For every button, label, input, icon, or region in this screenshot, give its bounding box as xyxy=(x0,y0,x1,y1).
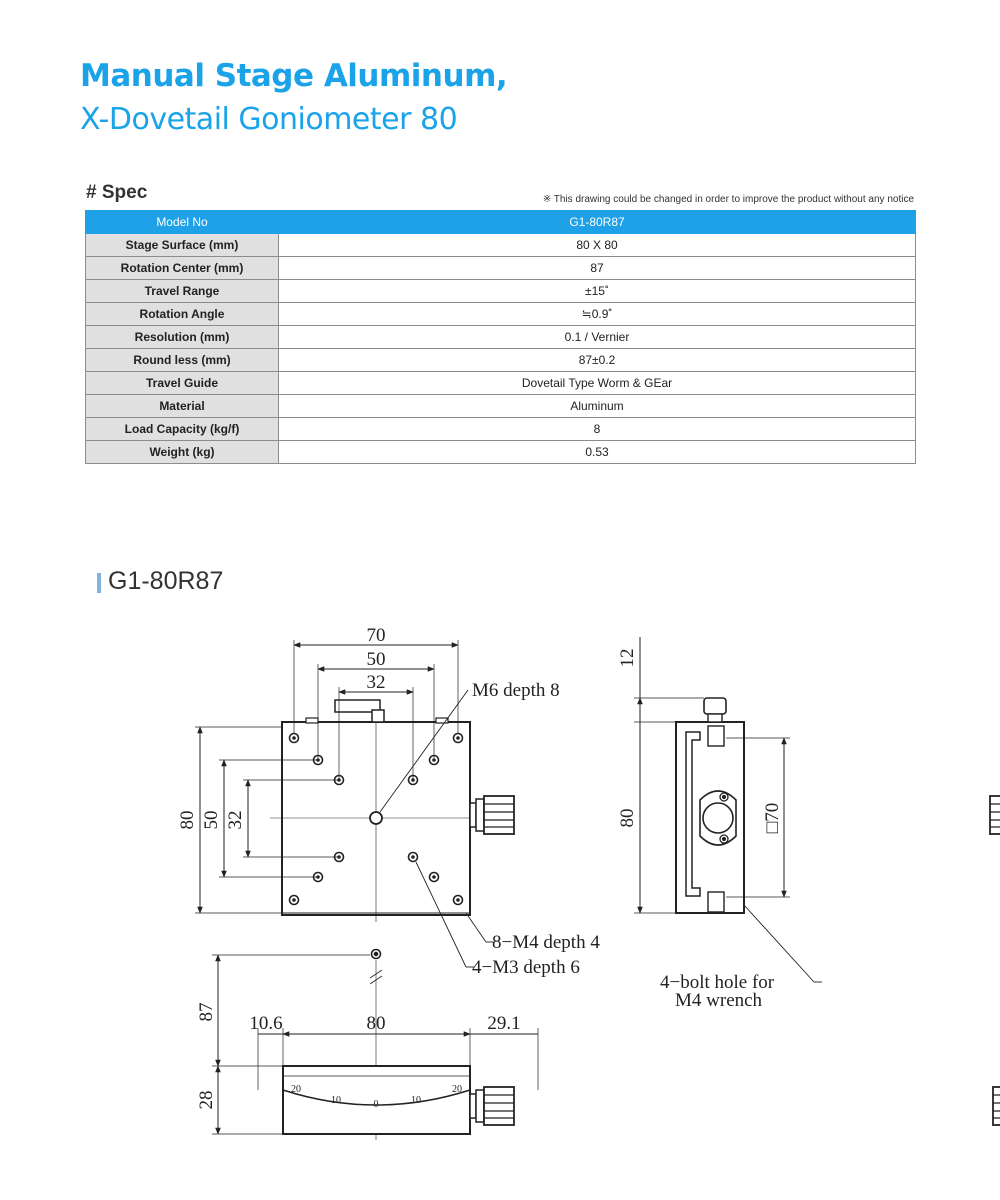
spec-key: Weight (kg) xyxy=(86,441,279,464)
drawing-notice: ※ This drawing could be changed in order to improve the product without any notice xyxy=(542,194,914,205)
spec-value: 8 xyxy=(279,418,916,441)
spec-value: 87±0.2 xyxy=(279,349,916,372)
spec-value: G1-80R87 xyxy=(279,211,916,234)
spec-key: Material xyxy=(86,395,279,418)
scale-label: 10 xyxy=(411,1095,421,1106)
spec-key: Round less (mm) xyxy=(86,349,279,372)
spec-value: 80 X 80 xyxy=(279,234,916,257)
scale-label: 20 xyxy=(452,1084,462,1095)
dim-v32: 32 xyxy=(225,810,246,830)
spec-value: Aluminum xyxy=(279,395,916,418)
spec-row xyxy=(86,441,916,464)
scale-label: 0 xyxy=(373,1099,379,1110)
technical-drawing xyxy=(0,600,1000,1160)
dim-square-70: □70 xyxy=(762,802,783,834)
spec-heading: # Spec xyxy=(86,182,148,203)
page-title-line1: Manual Stage Aluminum, xyxy=(80,58,508,94)
label-m6-depth: M6 depth 8 xyxy=(472,680,560,701)
dim-v80: 80 xyxy=(177,810,198,830)
spec-value: Dovetail Type Worm & GEar xyxy=(279,372,916,395)
label-m4-depth: 8−M4 depth 4 xyxy=(492,932,600,953)
scale-label: 10 xyxy=(331,1095,341,1106)
front-view xyxy=(212,950,1000,1141)
spec-value: 87 xyxy=(279,257,916,280)
spec-key: Travel Guide xyxy=(86,372,279,395)
spec-value: ≒0.9˚ xyxy=(279,303,916,326)
side-view xyxy=(634,637,822,982)
spec-key: Stage Surface (mm) xyxy=(86,234,279,257)
page-title-line2: X-Dovetail Goniometer 80 xyxy=(80,102,458,137)
top-view xyxy=(195,640,1000,967)
spec-key: Travel Range xyxy=(86,280,279,303)
scale-label: 20 xyxy=(291,1084,301,1095)
spec-value: ±15˚ xyxy=(279,280,916,303)
label-bolt-hole-line2: M4 wrench xyxy=(675,990,763,1011)
spec-row xyxy=(86,372,916,395)
spec-key: Resolution (mm) xyxy=(86,326,279,349)
spec-key: Model No xyxy=(86,211,279,234)
spec-row xyxy=(86,395,916,418)
dim-70: 70 xyxy=(366,625,386,646)
spec-row xyxy=(86,280,916,303)
dim-12: 12 xyxy=(617,648,638,668)
dim-side-80: 80 xyxy=(617,808,638,828)
dim-10-6: 10.6 xyxy=(249,1013,283,1034)
spec-key: Rotation Angle xyxy=(86,303,279,326)
spec-value: 0.1 / Vernier xyxy=(279,326,916,349)
dim-50: 50 xyxy=(366,649,386,670)
spec-header-row xyxy=(86,211,916,234)
spec-value: 0.53 xyxy=(279,441,916,464)
spec-table xyxy=(85,210,916,464)
model-heading: G1-80R87 xyxy=(108,567,224,595)
spec-row xyxy=(86,257,916,280)
dim-87: 87 xyxy=(196,1002,217,1022)
spec-row xyxy=(86,326,916,349)
label-bolt-hole-line1: 4−bolt hole for xyxy=(660,972,775,993)
spec-key: Rotation Center (mm) xyxy=(86,257,279,280)
spec-row xyxy=(86,234,916,257)
dim-32: 32 xyxy=(366,672,386,693)
spec-row xyxy=(86,303,916,326)
dim-front-80: 80 xyxy=(366,1013,386,1034)
spec-row xyxy=(86,418,916,441)
spec-row xyxy=(86,349,916,372)
model-heading-accent xyxy=(97,573,101,593)
dim-v50: 50 xyxy=(201,810,222,830)
label-m3-depth: 4−M3 depth 6 xyxy=(472,957,580,978)
spec-key: Load Capacity (kg/f) xyxy=(86,418,279,441)
dim-29-1: 29.1 xyxy=(487,1013,521,1034)
dim-28: 28 xyxy=(196,1090,217,1110)
